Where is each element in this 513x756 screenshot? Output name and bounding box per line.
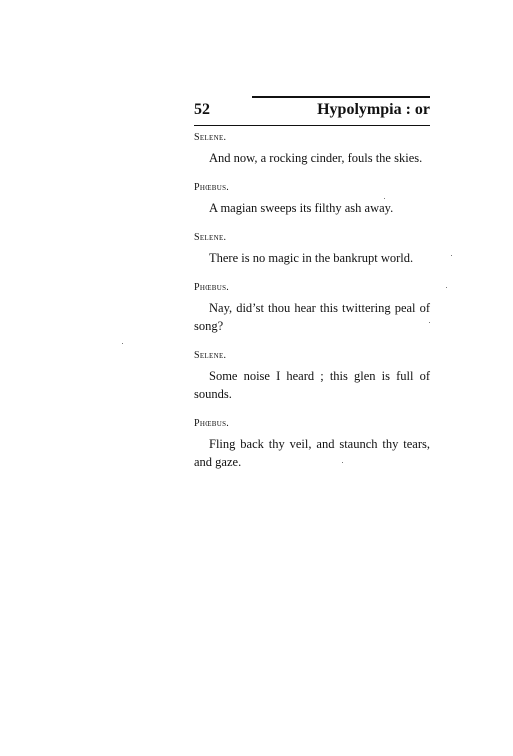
scan-speck [384,198,385,199]
speech-line: And now, a rocking cinder, fouls the skies. [209,151,423,165]
speech-block [194,181,430,217]
scan-speck [451,255,452,256]
running-title: Hypolympia : or [317,101,430,118]
speaker-name: Selene. [194,232,227,243]
dialogue-text [194,131,430,485]
speaker-name: Selene. [194,350,227,361]
speaker-name: Phœbus. [194,282,230,293]
scan-speck [122,343,123,344]
speech-block [194,231,430,267]
page-header [194,101,430,123]
speech-line: There is no magic in the bankrupt world. [209,251,414,265]
scan-speck [342,462,343,463]
speaker-name: Phœbus. [194,182,230,193]
speech-line: A magian sweeps its filthy ash away. [209,201,394,215]
speech-line: Some noise I heard ; this glen is full of sounds. [194,369,430,401]
scan-speck [446,287,447,288]
header-top-rule [252,96,430,98]
speaker-name: Phœbus. [194,418,230,429]
speaker-name: Selene. [194,132,227,143]
scan-speck [429,322,430,323]
header-bottom-rule [194,125,430,126]
speech-block [194,131,430,167]
speech-line: Fling back thy veil, and staunch thy tears, and gaze. [194,437,430,469]
speech-line: Nay, did’st thou hear this twittering peal of song? [194,301,430,333]
page-number: 52 [194,101,210,118]
speech-block [194,281,430,335]
speech-block [194,349,430,403]
speech-block [194,417,430,471]
